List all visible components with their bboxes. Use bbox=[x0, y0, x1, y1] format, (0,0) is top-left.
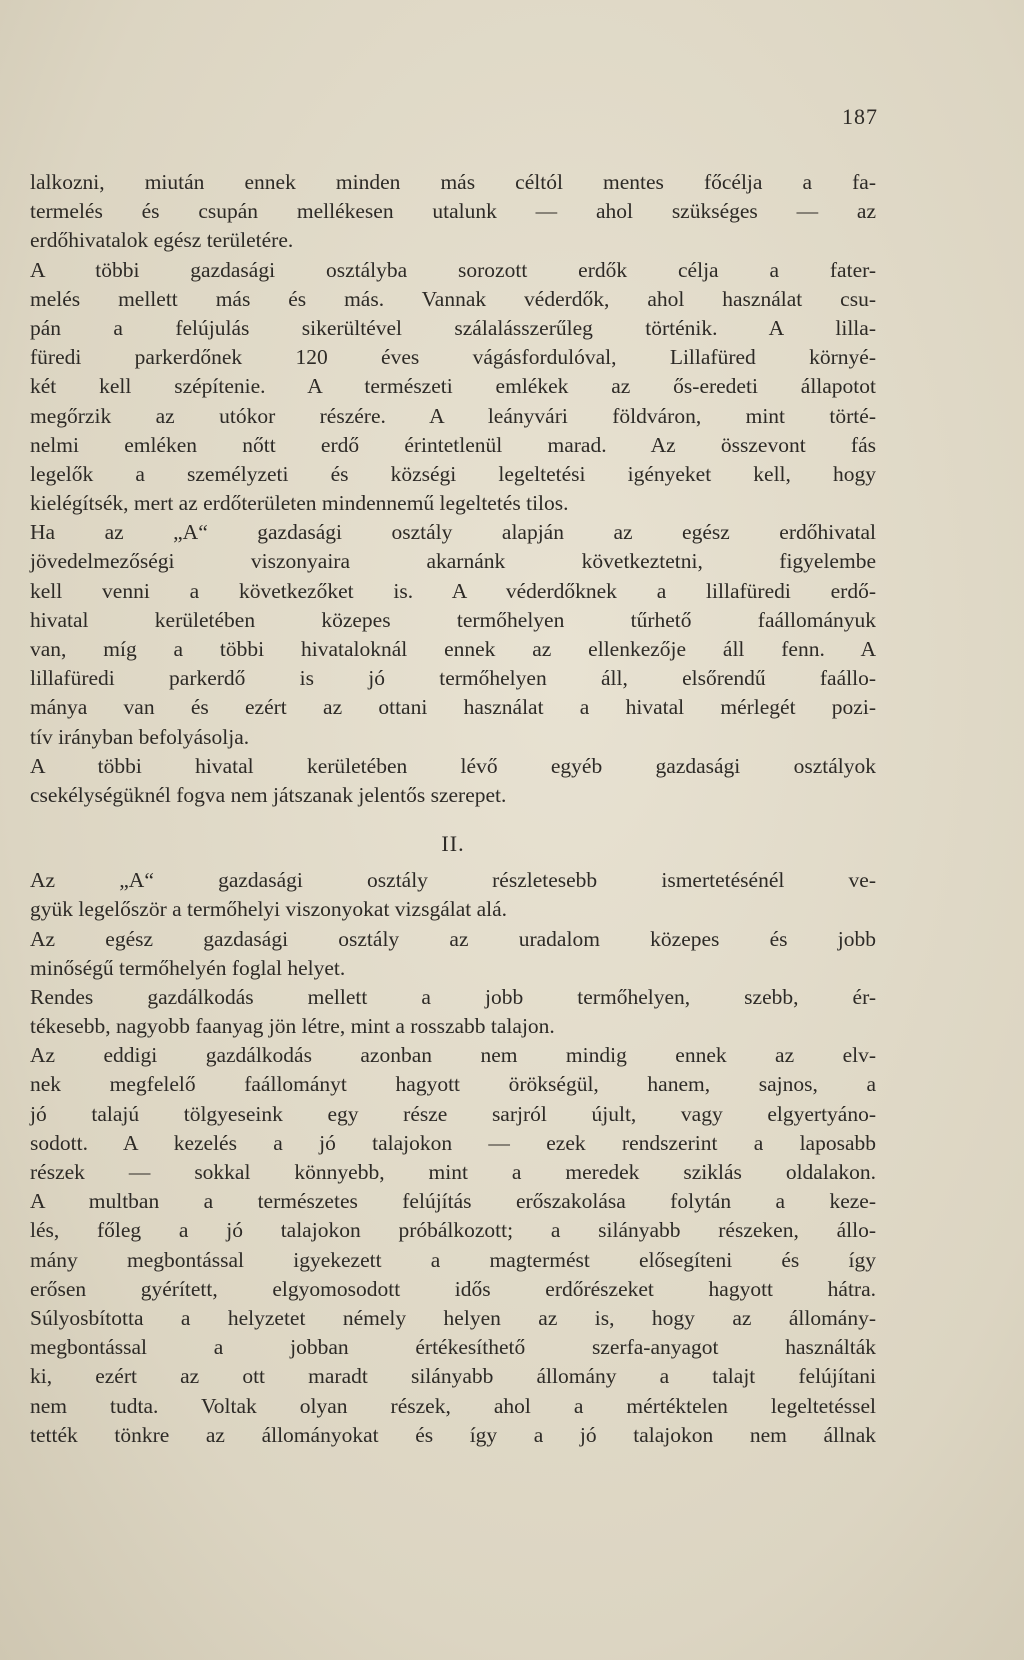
text-line: Az egész gazdasági osztály az uradalom közepes és jobb bbox=[30, 926, 876, 951]
text-line: Ha az „A“ gazdasági osztály alapján az egész erdőhivatal bbox=[30, 520, 876, 545]
text-line: jó talajú tölgyeseink egy része sarjról újult, vagy elgyertyáno- bbox=[30, 1101, 876, 1126]
text-line: Az eddigi gazdálkodás azonban nem mindig ennek az elv- bbox=[30, 1043, 876, 1068]
text-line: csekélységüknél fogva nem játszanak jelentős szerepet. bbox=[30, 782, 507, 807]
text-line: termelés és csupán mellékesen utalunk — ahol szükséges — az bbox=[30, 199, 876, 224]
text-line: Súlyosbította a helyzetet némely helyen az is, hogy az állomány- bbox=[30, 1305, 876, 1330]
text-line: lillafüredi parkerdő is jó termőhelyen áll, elsőrendű faállo- bbox=[30, 666, 876, 691]
text-line: ki, ezért az ott maradt silányabb állomány a talajt felújítani bbox=[30, 1364, 876, 1389]
text-line: nem tudta. Voltak olyan részek, ahol a mértéktelen legeltetéssel bbox=[30, 1393, 876, 1418]
page-number: 187 bbox=[842, 104, 878, 129]
body-text bbox=[30, 168, 876, 1450]
text-line: mány megbontással igyekezett a magtermést elősegíteni és így bbox=[30, 1247, 876, 1272]
text-line: gyük legelőször a termőhelyi viszonyokat vizsgálat alá. bbox=[30, 897, 508, 922]
text-block-1 bbox=[30, 168, 876, 810]
text-line: pán a felújulás sikerültével szálalásszerűleg történik. A lilla- bbox=[30, 315, 876, 340]
text-line: megbontással a jobban értékesíthető szerfa-anyagot használták bbox=[30, 1335, 876, 1360]
text-line: kell venni a következőket is. A véderdőknek a lillafüredi erdő- bbox=[30, 578, 876, 603]
text-line: tették tönkre az állományokat és így a jó talajokon nem állnak bbox=[30, 1422, 876, 1447]
text-line: lés, főleg a jó talajokon próbálkozott; a silányabb részeken, állo- bbox=[30, 1218, 876, 1243]
text-line: legelők a személyzeti és községi legeltetési igényeket kell, hogy bbox=[30, 461, 876, 486]
text-line: sodott. A kezelés a jó talajokon — ezek rendszerint a laposabb bbox=[30, 1130, 876, 1155]
text-line: nelmi emléken nőtt erdő érintetlenül marad. Az összevont fás bbox=[30, 432, 876, 457]
text-line: jövedelmezőségi viszonyaira akarnánk következtetni, figyelembe bbox=[30, 549, 876, 574]
text-line: tív irányban befolyásolja. bbox=[30, 724, 250, 749]
text-line: Az „A“ gazdasági osztály részletesebb ismertetésénél ve- bbox=[30, 868, 876, 893]
text-line: füredi parkerdőnek 120 éves vágásfordulóval, Lillafüred környé- bbox=[30, 345, 876, 370]
text-line: részek — sokkal könnyebb, mint a meredek sziklás oldalakon. bbox=[30, 1160, 876, 1184]
text-line: kielégítsék, mert az erdőterületen mindennemű legeltetés tilos. bbox=[30, 491, 569, 516]
text-line: A többi gazdasági osztályba sorozott erdők célja a fater- bbox=[30, 257, 876, 282]
text-line: erősen gyérített, elgyomosodott idős erdőrészeket hagyott hátra. bbox=[30, 1276, 876, 1301]
text-line: minőségű termőhelyén foglal helyet. bbox=[30, 955, 346, 980]
text-line: lalkozni, miután ennek minden más céltól mentes főcélja a fa- bbox=[30, 170, 876, 194]
text-line: erdőhivatalok egész területére. bbox=[30, 228, 294, 253]
text-line: melés mellett más és más. Vannak véderdők, ahol használat csu- bbox=[30, 286, 876, 311]
text-line: megőrzik az utókor részére. A leányvári földváron, mint törté- bbox=[30, 403, 876, 428]
text-line: mánya van és ezért az ottani használat a hivatal mérlegét pozi- bbox=[30, 695, 876, 720]
section-heading: II. bbox=[441, 831, 465, 857]
text-line: van, míg a többi hivataloknál ennek az ellenkezője áll fenn. A bbox=[30, 637, 876, 661]
text-line: nek megfelelő faállományt hagyott örökségül, hanem, sajnos, a bbox=[30, 1072, 876, 1097]
text-line: A többi hivatal kerületében lévő egyéb gazdasági osztályok bbox=[30, 753, 876, 778]
text-line: tékesebb, nagyobb faanyag jön létre, mint a rosszabb talajon. bbox=[30, 1014, 555, 1039]
text-line: Rendes gazdálkodás mellett a jobb termőhelyen, szebb, ér- bbox=[30, 984, 876, 1009]
text-line: A multban a természetes felújítás erőszakolása folytán a keze- bbox=[30, 1189, 876, 1214]
text-line: két kell szépítenie. A természeti emlékek az ős-eredeti állapotot bbox=[30, 374, 876, 399]
text-line: hivatal kerületében közepes termőhelyen tűrhető faállományuk bbox=[30, 607, 876, 632]
text-block-2 bbox=[30, 866, 876, 1450]
